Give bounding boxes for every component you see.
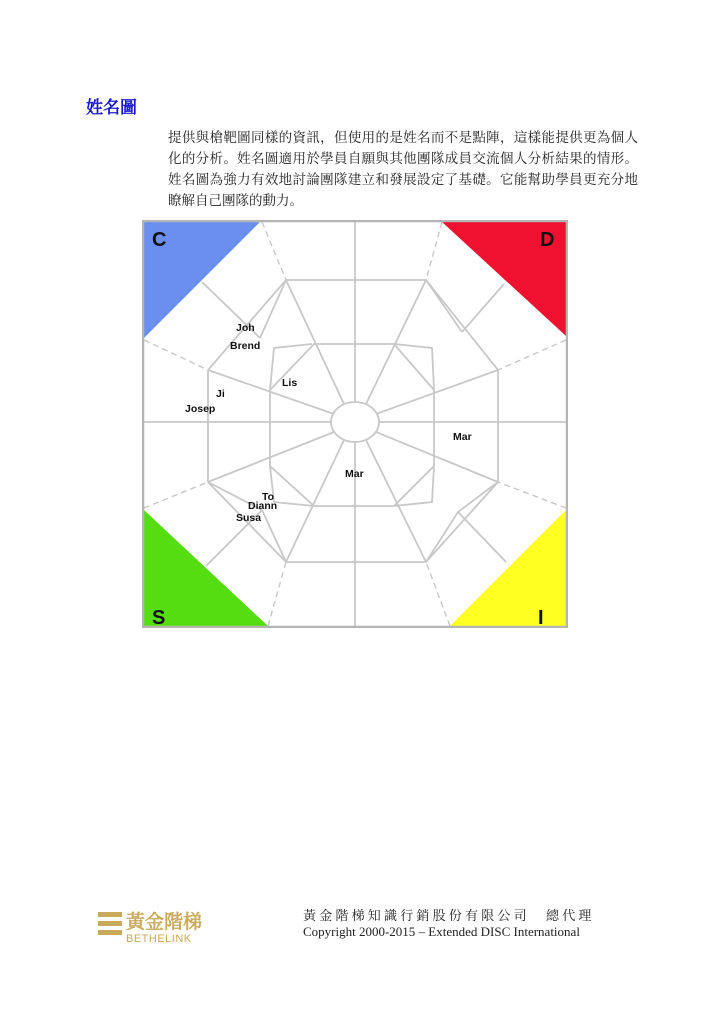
corner-label-i: I bbox=[538, 607, 544, 628]
name-label: Mar bbox=[345, 468, 364, 480]
name-label: To bbox=[262, 491, 275, 503]
bethelink-logo bbox=[98, 908, 214, 950]
name-label: Diann bbox=[248, 500, 278, 512]
name-label: Susa bbox=[236, 512, 262, 524]
logo-chinese-text: 黃金階梯 bbox=[126, 911, 203, 933]
name-label: Josep bbox=[185, 403, 216, 415]
intro-paragraph: 提供與槍靶圖同樣的資訊，但使用的是姓名而不是點陣，這樣能提供更為個人化的分析。姓名圖適用於學員自願與其他團隊成員交流個人分析結果的情形。姓名圖為強力有效地討論團隊建立和發展設定了基礎。它能幫助學員更充分地瞭解自己團隊的動力。 bbox=[168, 130, 638, 209]
name-label: Mar bbox=[453, 431, 472, 443]
page-title: 姓名圖 bbox=[86, 98, 137, 118]
logo-stripe bbox=[98, 921, 122, 926]
name-label: Ji bbox=[216, 388, 225, 400]
disc-name-diagram bbox=[142, 220, 568, 628]
name-label: Joh bbox=[236, 322, 255, 334]
name-label: Lis bbox=[282, 377, 298, 389]
corner-label-d: D bbox=[540, 229, 555, 251]
name-label: Brend bbox=[230, 340, 261, 352]
corner-label-c: C bbox=[152, 229, 167, 251]
footer-copyright: Copyright 2000-2015 – Extended DISC International bbox=[303, 924, 580, 939]
center-ellipse bbox=[331, 402, 379, 442]
logo-stripe bbox=[98, 912, 122, 917]
logo-english-text: BETHELINK bbox=[126, 933, 192, 945]
corner-label-s: S bbox=[152, 607, 166, 628]
footer-company: 黃金階梯知識行銷股份有限公司 總代理 bbox=[303, 909, 595, 924]
logo-stripe bbox=[98, 930, 122, 935]
